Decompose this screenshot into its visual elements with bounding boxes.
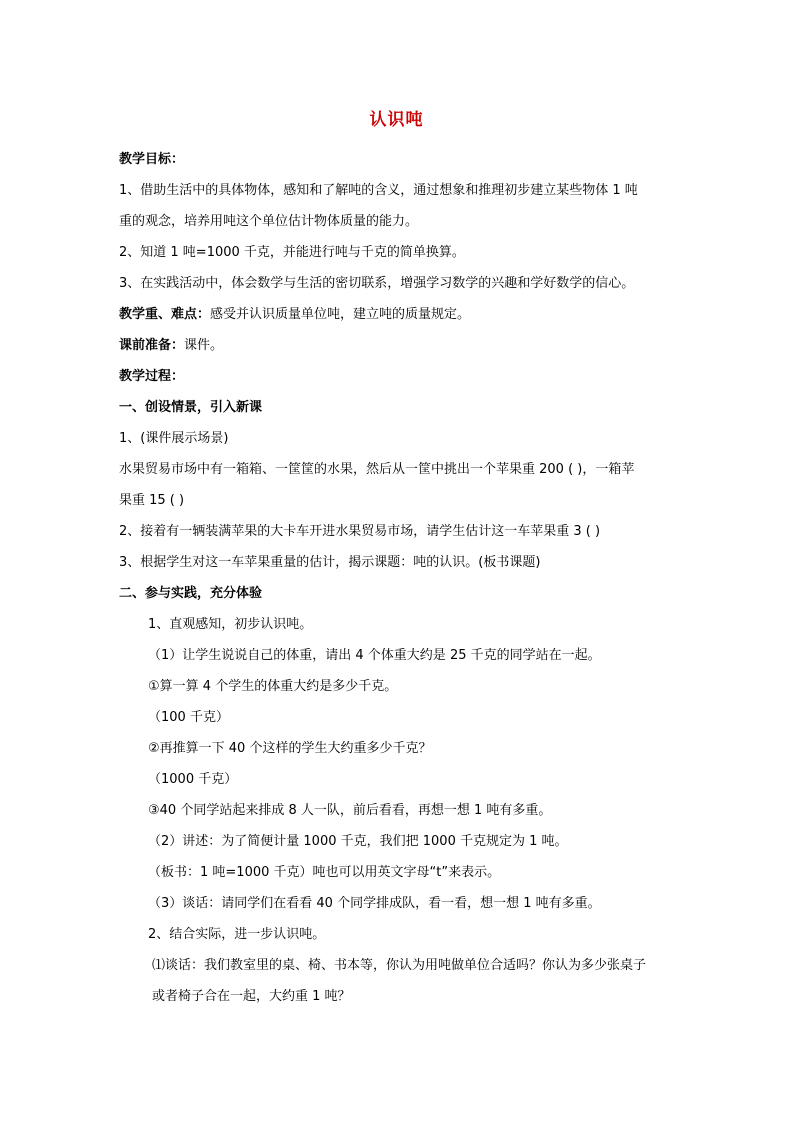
key-points-text: 感受并认识质量单位吨，建立吨的质量规定。 <box>210 307 471 322</box>
section-1-item-1-text-line-2: 果重 15 ( ) <box>119 493 185 508</box>
section-2-sub-1-paragraph-2: （2）讲述：为了简便计量 1000 千克，我们把 1000 千克规定为 1 吨。 <box>148 834 568 849</box>
goal-1-line-1: 1、借助生活中的具体物体，感知和了解吨的含义，通过想象和推理初步建立某些物体 1 吨 <box>119 183 638 198</box>
section-2-sub-1-paragraph-1: （1）让学生说说自己的体重，请出 4 个体重大约是 25 千克的同学站在一起。 <box>148 648 601 663</box>
section-2-sub-1: 1、直观感知，初步认识吨。 <box>148 617 313 632</box>
key-points-label: 教学重、难点： <box>119 307 211 322</box>
preparation-text: 课件。 <box>184 338 224 353</box>
key-points <box>119 299 679 330</box>
section-2-sub-1-board: （板书：1 吨=1000 千克）吨也可以用英文字母“t”来表示。 <box>148 865 501 880</box>
preparation <box>119 330 679 361</box>
section-2-sub-1-paragraph-3: （3）谈话：请同学们在看看 40 个同学排成队，看一看，想一想 1 吨有多重。 <box>148 896 601 911</box>
preparation-label: 课前准备： <box>119 338 185 353</box>
section-1-item-2: 2、接着有一辆装满苹果的大卡车开进水果贸易市场，请学生估计这一车苹果重 3 ( ) <box>119 524 601 539</box>
section-2-sub-1-answer-2: （1000 千克） <box>148 772 238 787</box>
section-2-sub-2: 2、结合实际，进一步认识吨。 <box>148 927 326 942</box>
section-2-sub-1-question-1: ①算一算 4 个学生的体重大约是多少千克。 <box>148 679 398 694</box>
goal-2: 2、知道 1 吨=1000 千克，并能进行吨与千克的简单换算。 <box>119 245 465 260</box>
section-2-sub-1-question-3: ③40 个同学站起来排成 8 人一队，前后看看，再想一想 1 吨有多重。 <box>148 803 552 818</box>
process-heading: 教学过程： <box>119 369 185 384</box>
section-1-item-3: 3、根据学生对这一车苹果重量的估计，揭示课题：吨的认识。(板书课题) <box>119 555 541 570</box>
section-2-sub-2-paragraph-1-line-2: 或者椅子合在一起，大约重 1 吨？ <box>152 989 351 1004</box>
section-2-heading: 二、参与实践，充分体验 <box>119 586 263 601</box>
section-1-item-1: 1、(课件展示场景) <box>119 431 229 446</box>
document-title: 认识吨 <box>369 110 424 130</box>
section-2-sub-1-question-2: ②再推算一下 40 个这样的学生大约重多少千克？ <box>148 741 432 756</box>
section-1-item-1-text-line-1: 水果贸易市场中有一箱箱、一筐筐的水果，然后从一筐中挑出一个苹果重 200 ( )，一箱苹 <box>119 462 635 477</box>
teaching-goals-heading: 教学目标： <box>119 152 185 167</box>
section-2-sub-2-paragraph-1-line-1: ⑴谈话：我们教室里的桌、椅、书本等，你认为用吨做单位合适吗？你认为多少张桌子 <box>152 958 647 973</box>
section-1-heading: 一、创设情景，引入新课 <box>119 400 263 415</box>
document-body <box>119 144 679 1012</box>
section-2-sub-1-answer-1: （100 千克） <box>148 710 229 725</box>
goal-1-line-2: 重的观念，培养用吨这个单位估计物体质量的能力。 <box>119 214 419 229</box>
goal-3: 3、在实践活动中，体会数学与生活的密切联系，增强学习数学的兴趣和学好数学的信心。 <box>119 276 635 291</box>
